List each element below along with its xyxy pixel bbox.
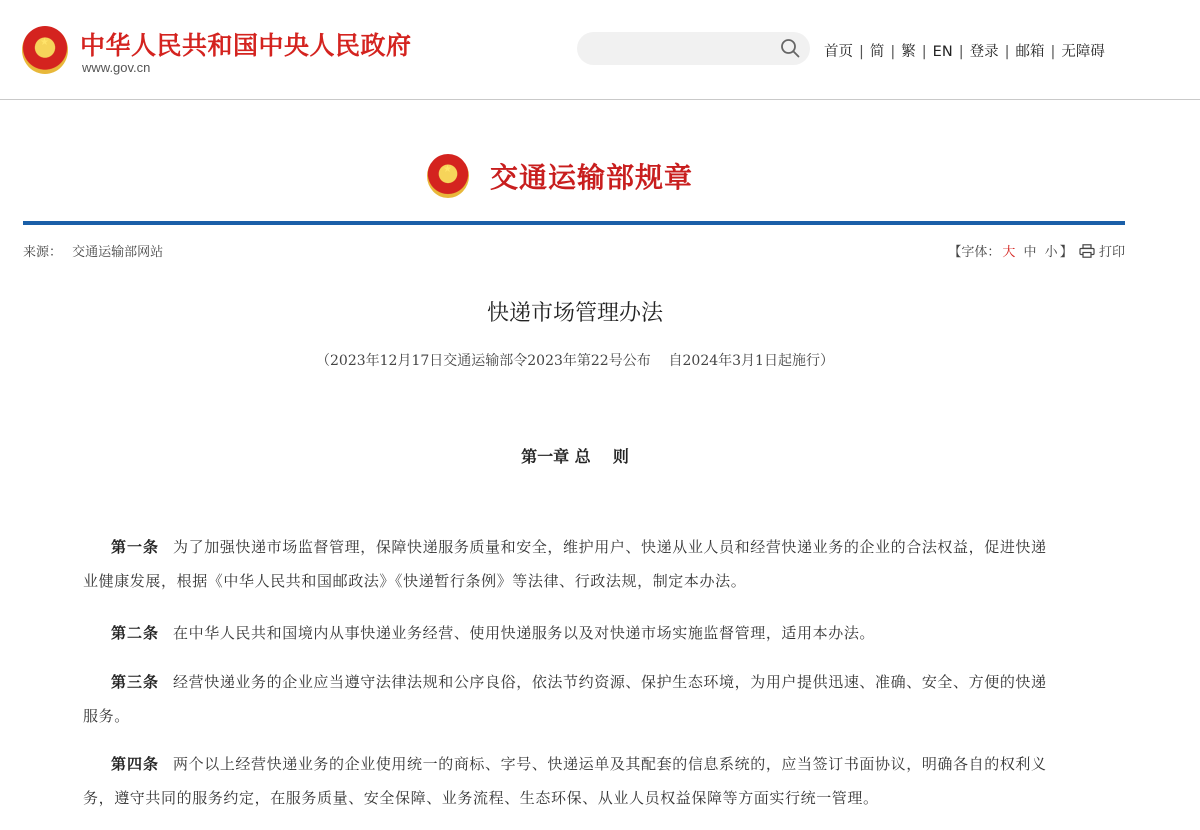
source-value: 交通运输部网站 [72, 245, 164, 260]
nav-traditional[interactable]: 繁 [901, 44, 916, 60]
site-header [0, 0, 1200, 100]
nav-home[interactable]: 首页 [824, 44, 853, 60]
nav-separator: | [890, 44, 896, 60]
nav-accessibility[interactable]: 无障碍 [1061, 44, 1105, 60]
nav-separator: | [921, 44, 927, 60]
document-title: 快递市场管理办法 [486, 301, 663, 326]
search-icon[interactable] [780, 38, 800, 58]
site-title[interactable]: 中华人民共和国中央人民政府 [80, 31, 412, 60]
article-paragraph [83, 616, 1058, 650]
article-text: 两个以上经营快递业务的企业使用统一的商标、字号、快递运单及其配套的信息系统的，应当签订书面协议，明确各自的权利义务，遵守共同的服务约定，在服务质量、安全保障、业务流程、生态环保、从业人员权益保障等方面实行统一管理。 [83, 755, 1047, 807]
nav-english[interactable]: EN [932, 44, 953, 60]
article-number: 第二条 [111, 624, 160, 642]
print-button[interactable]: 打印 [1098, 245, 1125, 260]
article-paragraph [83, 747, 1058, 815]
nav-mail[interactable]: 邮箱 [1015, 44, 1045, 60]
nav-separator: | [1050, 44, 1056, 60]
article-paragraph [83, 530, 1058, 598]
national-emblem-icon[interactable]: ★ [22, 26, 68, 74]
search-input[interactable] [577, 32, 810, 65]
font-size-prefix: 【字体： [948, 245, 1001, 260]
banner-emblem-icon: ★ [427, 154, 469, 198]
font-size-large[interactable]: 大 [1002, 245, 1016, 260]
print-icon[interactable] [1079, 244, 1095, 258]
font-size-suffix: 】 [1059, 245, 1073, 260]
article-text: 在中华人民共和国境内从事快递业务经营、使用快递服务以及对快递市场实施监督管理，适用本办法。 [173, 624, 876, 642]
article-number: 第三条 [111, 673, 160, 691]
chapter-heading: 第一章 总 则 [521, 447, 629, 466]
article-tools [948, 241, 1125, 260]
document-subtitle: （2023年12月17日交通运输部令2023年第22号公布 自2024年3月1日起施行） [316, 353, 834, 369]
banner-title: 交通运输部规章 [490, 161, 694, 194]
font-size-small[interactable]: 小 [1044, 245, 1058, 260]
article-paragraph [83, 665, 1058, 733]
nav-simplified[interactable]: 简 [869, 44, 885, 60]
source-line [23, 241, 163, 260]
title-divider [23, 221, 1125, 225]
site-url[interactable]: www.gov.cn [82, 60, 151, 75]
article-text: 经营快递业务的企业应当遵守法律法规和公序良俗，依法节约资源、保护生态环境，为用户提供迅速、准确、安全、方便的快递服务。 [83, 673, 1047, 725]
font-size-medium[interactable]: 中 [1023, 245, 1037, 260]
article-number: 第四条 [111, 755, 160, 773]
nav-separator: | [958, 44, 964, 60]
article-text: 为了加强快递市场监督管理，保障快递服务质量和安全，维护用户、快递从业人员和经营快递业务的企业的合法权益，促进快递业健康发展，根据《中华人民共和国邮政法》《快递暂行条例》等法律、行政法规，制定本办法。 [83, 538, 1047, 590]
nav-login[interactable]: 登录 [969, 44, 999, 60]
nav-separator: | [1004, 44, 1010, 60]
nav-separator: | [859, 44, 864, 60]
top-nav [824, 40, 1105, 61]
article-number: 第一条 [111, 538, 160, 556]
source-label: 来源： [23, 245, 63, 260]
